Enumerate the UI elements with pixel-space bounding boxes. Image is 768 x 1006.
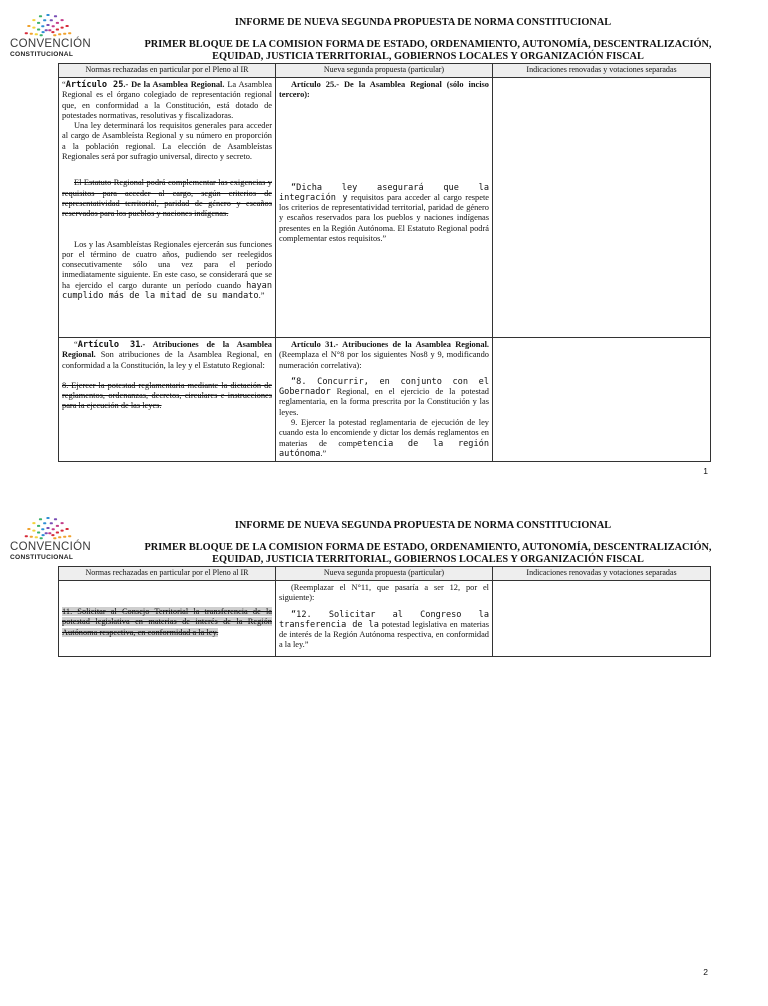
report-title: INFORME DE NUEVA SEGUNDA PROPUESTA DE NORMA CONSTITUCIONAL (234, 17, 612, 28)
logo-dot (37, 29, 40, 31)
logo-dot (63, 536, 66, 538)
paragraph: Una ley determinará los requisitos generales para acceder al cargo de Asambleísta Regional y su número en proporción a la población regional. La elección de Asambleístas Regionales será por sufragio universal, directo y secreto. (62, 121, 272, 162)
report-title: INFORME DE NUEVA SEGUNDA PROPUESTA DE NORMA CONSTITUCIONAL (234, 520, 612, 531)
indications-cell (493, 581, 711, 657)
logo-dot (30, 536, 33, 538)
comparison-table (58, 63, 711, 462)
logo-dot (25, 535, 28, 537)
logo-dot (66, 528, 69, 530)
logo-dot (52, 25, 55, 27)
logo-dot (32, 27, 35, 29)
table-row (59, 581, 711, 657)
report-subtitle (100, 542, 756, 566)
logo-dot (48, 29, 51, 31)
logo-arcs-icon (14, 12, 82, 38)
paragraph: “12. Solicitar al Congreso la transferencia de la potestad legislativa en materias de interés de la Región Autónoma respectiva, en conformidad a la ley.” (279, 609, 489, 650)
page-1 (0, 0, 768, 495)
logo-dot (61, 530, 64, 532)
logo-dot (42, 31, 45, 33)
table-header-row (59, 567, 711, 581)
column-header: Indicaciones renovadas y votaciones separadas (493, 567, 711, 581)
logo-dot (56, 532, 59, 534)
logo-dot (40, 537, 43, 539)
logo-dot (46, 24, 49, 26)
logo-dot (63, 33, 66, 35)
logo-dot (51, 31, 54, 33)
logo-dot (37, 525, 40, 527)
logo-dot (25, 32, 28, 34)
logo-dot (51, 534, 54, 536)
subtitle-line1: PRIMER BLOQUE DE LA COMISION FORMA DE ESTADO, ORDENAMIENTO, AUTONOMÍA, DESCENTRALIZACIÓN, (144, 542, 712, 553)
paragraph: “8. Concurrir, en conjunto con el Gobernador Regional, en el ejercicio de la potestad reglamentaria, en la forma prescrita por la Constitución y las leyes. (279, 376, 489, 417)
paragraph: Los y las Asambleístas Regionales ejercerán sus funciones por el término de cuatro años, pudiendo ser reelegidos consecutivamente sólo una vez para el período inmediatamente siguiente. En este caso, se considerará que se ha ejercido el cargo durante un período cuando hayan cumplido más de la mitad de su mandato.” (62, 239, 272, 302)
logo-line2: CONSTITUCIONAL (10, 554, 74, 561)
logo-dot (42, 534, 45, 536)
indications-cell (493, 338, 711, 462)
paragraph: (Reemplazar el N°11, que pasaría a ser 12, por el siguiente): (279, 583, 489, 603)
column-header: Normas rechazadas en particular por el Pleno al IR (59, 567, 276, 581)
paragraph: 9. Ejercer la potestad reglamentaria de ejecución de ley cuando esta lo encomiende y dictar los demás reglamentos en materias de competencia de la región autónoma.” (279, 418, 489, 459)
logo-dot (53, 537, 56, 539)
logo-dot (32, 530, 35, 532)
logo-dot (39, 15, 42, 17)
logo-dot (37, 22, 40, 24)
new-proposal-cell (276, 581, 493, 657)
logo-dot (27, 528, 30, 530)
logo-dot (58, 536, 61, 538)
article-heading: Artículo 25.- De la Asamblea Regional (sólo inciso tercero): (279, 80, 489, 100)
logo-dot (45, 532, 48, 534)
logo-line1: CONVENCIÓN (10, 38, 91, 50)
subtitle-line2: EQUIDAD, JUSTICIA TERRITORIAL, GOBIERNOS LOCALES Y ORGANIZACIÓN FISCAL (212, 554, 644, 565)
logo-dot (52, 528, 55, 530)
paragraph: “Dicha ley asegurará que la integración y requisitos para acceder al cargo respete los criterios de representatividad territorial, paridad de género y escaños reservados para los pueblos y naciones indígenas presentes en la Región Autónoma. El Estatuto Regional podrá complementar estos requisitos.” (279, 182, 489, 244)
logo-dot (56, 525, 59, 527)
logo-dot (61, 522, 64, 524)
logo-dot (39, 518, 42, 520)
logo-dot (46, 527, 49, 529)
logo-dot (66, 25, 69, 27)
logo-dot (50, 522, 53, 524)
subtitle-line1: PRIMER BLOQUE DE LA COMISION FORMA DE ESTADO, ORDENAMIENTO, AUTONOMÍA, DESCENTRALIZACIÓN, (144, 39, 712, 50)
logo-dot (40, 34, 43, 36)
logo-dot (61, 19, 64, 21)
logo-dot (41, 528, 44, 530)
new-proposal-cell: Artículo 31.- Atribuciones de la Asamblea Regional. (Reemplaza el N°8 por los siguientes Nos8 y 9, modificando numeración correlativa): “8. Concurrir, en conjunto con el Gobernador Regional, en el ejercicio de la potestad reglamentaria, en la forma prescrita por la Constitución y las leyes. 9. Ejercer la potestad reglamentaria de ejecución de ley cuando esta lo encomiende y dictar los demás reglamentos en materias de competencia de la región autónoma.” (276, 338, 493, 462)
logo-dot (32, 522, 35, 524)
logo-dot (56, 29, 59, 31)
rejected-norm-cell: “Artículo 25.- De la Asamblea Regional. La Asamblea Regional es el órgano colegiado de representación regional que, en conformidad a la Constitución, está dotado de potestades normativas, resolutivas y fiscalizadoras. Una ley determinará los requisitos generales para acceder al cargo de Asambleísta Regional y su número en proporción a la población regional. La elección de Asambleístas Regionales será por sufragio universal, directo y secreto. El Estatuto Regional podrá complementar las exigencias y requisitos para acceder al cargo, según criterios de representatividad territorial, paridad de género y escaños reservados para los pueblos y naciones indígenas. Los y las Asambleístas Regionales ejercerán sus funciones por el término de cuatro años, pudiendo ser reelegidos consecutivamente sólo una vez para el período inmediatamente siguiente. En este caso, se considerará que se ha ejercido el cargo durante un período cuando hayan cumplido más de la mitad de su mandato.” (59, 78, 276, 338)
rejected-norm-cell (59, 581, 276, 657)
logo-dot (68, 535, 71, 537)
logo-dot (50, 19, 53, 21)
column-header: Nueva segunda propuesta (particular) (276, 567, 493, 581)
logo-dot (54, 518, 57, 520)
struck-paragraph: 8. Ejercer la potestad reglamentaria mediante la dictación de reglamentos, ordenanzas, decretos, circulares e instrucciones para la ejecución de las leyes. (62, 380, 272, 411)
logo-dot (56, 22, 59, 24)
logo-dot (32, 19, 35, 21)
logo-dot (30, 33, 33, 35)
logo-dot (27, 25, 30, 27)
report-subtitle (100, 39, 756, 63)
rejected-norm-cell: “Artículo 31.- Atribuciones de la Asamblea Regional. Son atribuciones de la Asamblea Regional, en conformidad a la Constitución, la ley y el Estatuto Regional: 8. Ejercer la potestad reglamentaria mediante la dictación de reglamentos, ordenanzas, decretos, circulares e instrucciones para la ejecución de las leyes. (59, 338, 276, 462)
column-header: Nueva segunda propuesta (particular) (276, 64, 493, 78)
logo-dot (45, 29, 48, 31)
logo-dot (54, 15, 57, 17)
logo-dot (37, 532, 40, 534)
table-row (59, 78, 711, 338)
logo-dot (68, 32, 71, 34)
logo-line1: CONVENCIÓN (10, 541, 91, 553)
convencion-logo (10, 12, 91, 62)
subtitle-line2: EQUIDAD, JUSTICIA TERRITORIAL, GOBIERNOS LOCALES Y ORGANIZACIÓN FISCAL (212, 51, 644, 62)
column-header: Indicaciones renovadas y votaciones separadas (493, 64, 711, 78)
logo-dot (48, 532, 51, 534)
page-number: 1 (703, 466, 708, 476)
table-header-row (59, 64, 711, 78)
logo-dot (35, 33, 38, 35)
logo-dot (41, 25, 44, 27)
logo-dot (58, 33, 61, 35)
page-number: 2 (703, 967, 708, 977)
logo-dot (46, 14, 49, 16)
logo-line2: CONSTITUCIONAL (10, 51, 74, 58)
struck-highlighted-text: 11. Solicitar al Consejo Territorial la transferencia de la potestad legislativa en materias de interés de la Región Autónoma respectiva, en conformidad a la ley. (62, 607, 272, 637)
logo-dot (35, 536, 38, 538)
struck-paragraph: El Estatuto Regional podrá complementar las exigencias y requisitos para acceder al cargo, según criterios de representatividad territorial, paridad de género y escaños reservados para los pueblos y naciones indígenas. (62, 178, 272, 219)
convencion-logo (10, 515, 91, 565)
comparison-table (58, 566, 711, 657)
logo-dot (43, 522, 46, 524)
table-row (59, 338, 711, 462)
logo-dot (46, 517, 49, 519)
logo-dot (53, 34, 56, 36)
column-header: Normas rechazadas en particular por el Pleno al IR (59, 64, 276, 78)
page-2 (0, 503, 768, 1006)
logo-dot (43, 19, 46, 21)
logo-arcs-icon (14, 515, 82, 541)
logo-dot (61, 27, 64, 29)
indications-cell (493, 78, 711, 338)
new-proposal-cell (276, 78, 493, 338)
